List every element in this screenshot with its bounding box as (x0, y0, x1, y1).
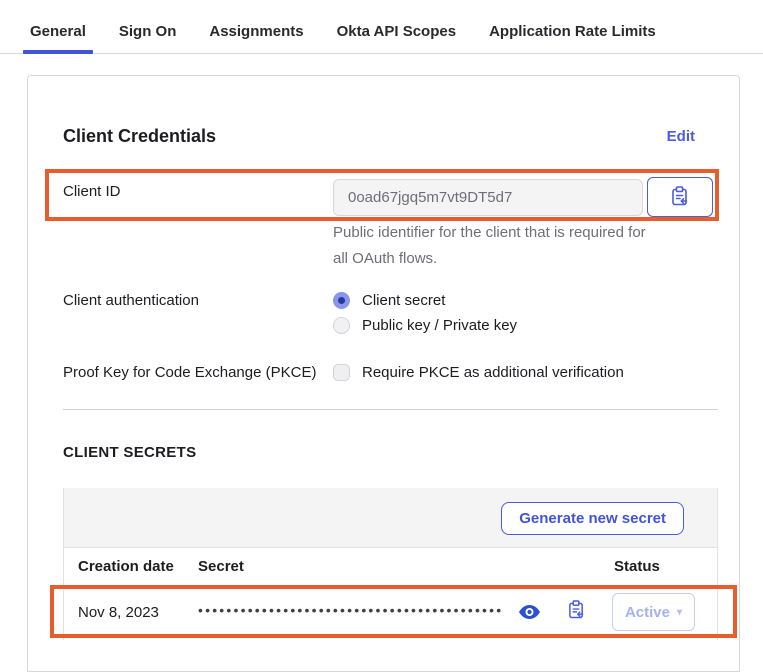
client-id-input[interactable] (333, 179, 643, 216)
table-toolbar (64, 488, 717, 548)
column-header-creation-date: Creation date (78, 558, 174, 575)
clipboard-copy-icon (568, 600, 585, 623)
radio-unselected-icon[interactable] (333, 317, 350, 334)
tab-bar (0, 10, 763, 54)
column-header-status: Status (614, 558, 660, 575)
status-label: Active (624, 603, 670, 621)
pkce-checkbox-label: Require PKCE as additional verification (362, 363, 624, 381)
section-divider (63, 409, 718, 410)
radio-label: Client secret (362, 291, 446, 309)
checkbox-unchecked-icon[interactable] (333, 364, 350, 381)
tab-application-rate-limits[interactable]: Application Rate Limits (489, 23, 656, 40)
column-header-secret: Secret (198, 558, 244, 575)
clipboard-copy-icon (671, 186, 689, 209)
edit-link[interactable]: Edit (666, 128, 695, 145)
tab-assignments[interactable]: Assignments (209, 23, 304, 40)
caret-down-icon: ▾ (677, 606, 683, 618)
client-authentication-label: Client authentication (63, 292, 199, 309)
generate-new-secret-button[interactable]: Generate new secret (501, 502, 684, 535)
client-credentials-title: Client Credentials (63, 126, 217, 146)
client-credentials-card (27, 75, 740, 672)
tab-general[interactable]: General (30, 10, 86, 53)
tab-okta-api-scopes[interactable]: Okta API Scopes (336, 23, 457, 40)
radio-label: Public key / Private key (362, 316, 518, 334)
status-dropdown-button[interactable] (612, 593, 695, 631)
table-row (64, 586, 717, 639)
client-id-label: Client ID (63, 183, 121, 200)
masked-secret-cell: ••••••••••••••••••••••••••••••••••••••••••• (198, 602, 504, 618)
table-header-row (64, 548, 717, 586)
radio-option-public-private-key[interactable] (333, 314, 517, 336)
copy-client-id-button[interactable] (647, 177, 713, 217)
client-id-help-text: Public identifier for the client that is required for all OAuth flows. (333, 224, 646, 267)
pkce-label: Proof Key for Code Exchange (PKCE) (63, 364, 317, 381)
radio-option-client-secret[interactable] (333, 289, 445, 311)
creation-date-cell: Nov 8, 2023 (78, 604, 159, 621)
tab-sign-on[interactable]: Sign On (118, 23, 177, 40)
eye-icon[interactable] (518, 602, 540, 622)
client-secrets-table (63, 488, 718, 640)
radio-selected-icon[interactable] (333, 292, 350, 309)
pkce-checkbox-row[interactable] (333, 361, 624, 383)
client-secrets-title: CLIENT SECRETS (63, 444, 197, 461)
copy-secret-button[interactable] (564, 599, 588, 623)
